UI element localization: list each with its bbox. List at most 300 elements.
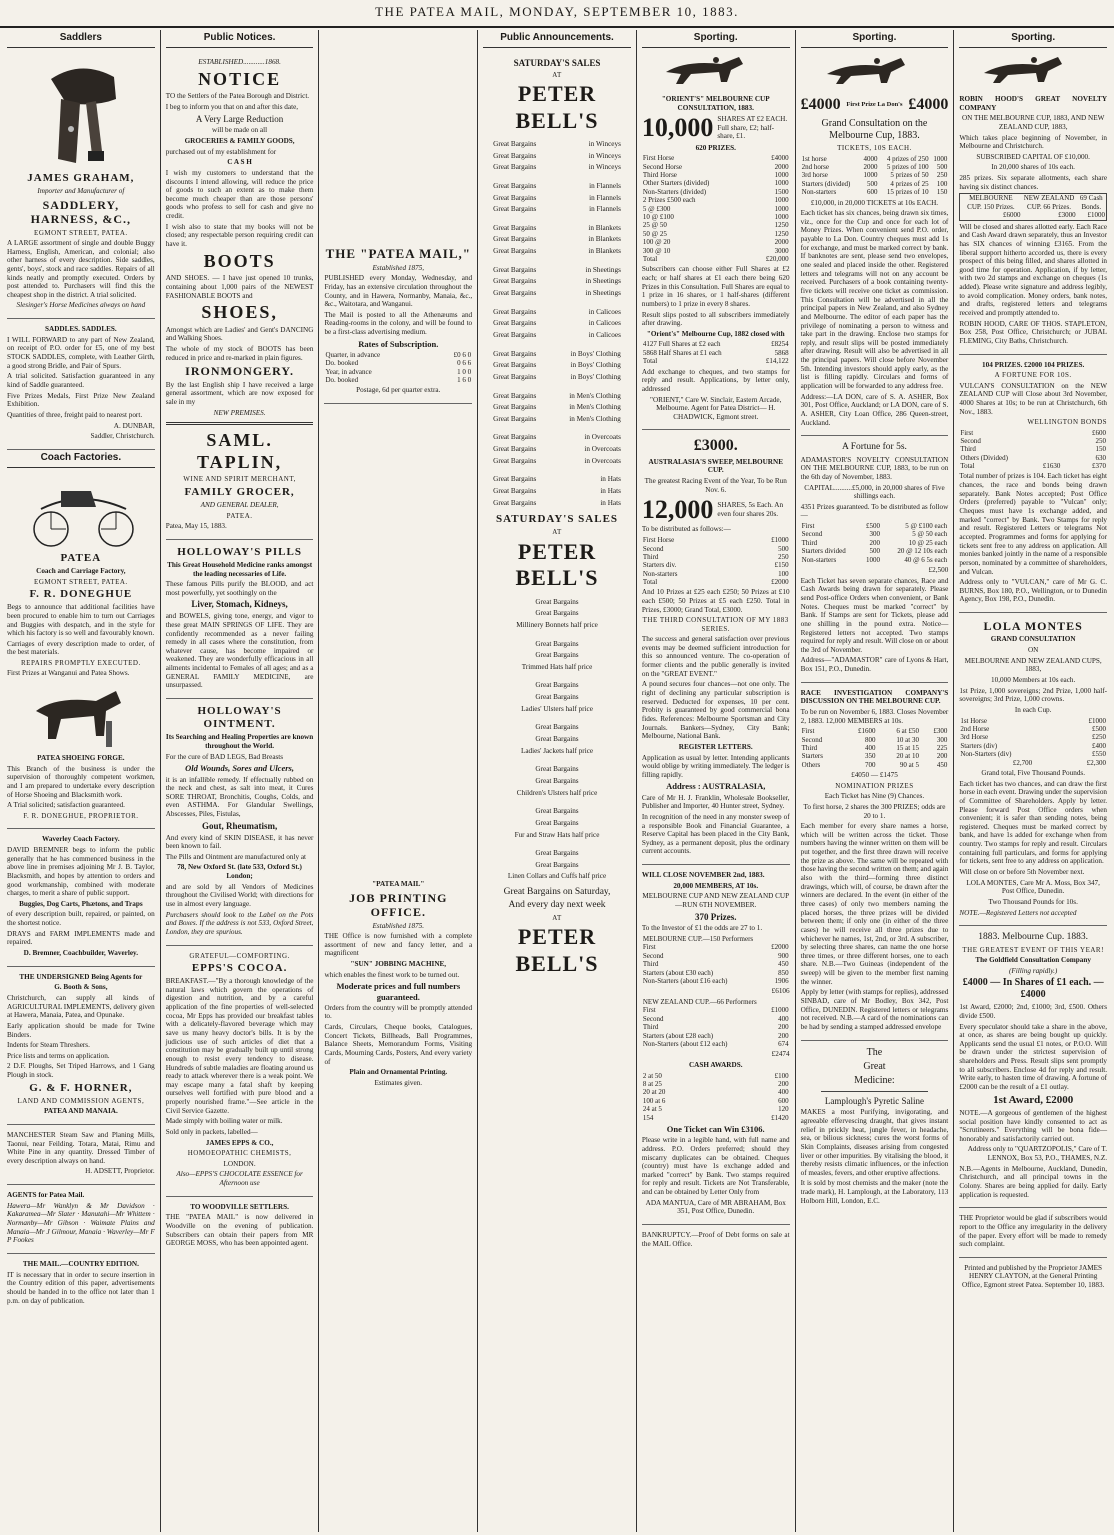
list-item [483, 308, 631, 317]
robin-sign: ROBIN HOOD, CARE OF THOS. STAPLETON, Box 258, Post Office, Christchurch; or JUBAL FLEMING, City Baths, Christchurch. [959, 319, 1108, 345]
bargain-label: Great Bargains [493, 163, 537, 172]
table-cell: First Horse [642, 154, 675, 163]
table-row [801, 761, 949, 769]
goldfield-nb: N.B.—Agents in Melbourne, Auckland, Dunedin, Christchurch, and all principal towns in the Colony. Shares are being applied for daily. Early application is requested. [959, 1164, 1108, 1199]
saddle-icon [36, 59, 126, 169]
list-item [483, 331, 631, 340]
aus-register: Application as usual by letter. Intending applicants would oblige by writing immediately. The ledger is filling rapidly. [641, 753, 790, 779]
table-cell: 20 @ 12 10s each [897, 547, 948, 556]
nom-head: NOMINATION PRIZES [835, 781, 914, 790]
robin-sub: ON THE MELBOURNE CUP, 1883, AND NEW ZEALAND CUP, 1883, [961, 114, 1105, 131]
booth-place: PATEA AND MANAIA. [43, 1107, 118, 1116]
ladon-right: £4000 [908, 96, 949, 113]
holloway-pills-body: These famous Pills purify the BLOOD, and act most powerfully, yet soothingly on the [165, 580, 314, 597]
holloway-pills-body2: and BOWELS, giving tone, energy, and vigor to these great MAIN SPRINGS OF LIFE. They are confidently recommended as a never failing remedy in all cases where the constitution, from whatever cause, has become impaired or weakened. They are wonderfully efficacious in all ailments incidental to Females of all ages; and as a GENERAL FAMILY MEDICINE, are unsurpassed. [165, 612, 314, 690]
taplin-dealer: AND GENERAL DEALER, [200, 501, 279, 510]
forge-body: This Branch of the business is under the supervision of thoroughly competent workmen, and I am prepared to undertake every description of Horse Shoeing and Blacksmith work. [7, 764, 155, 799]
list-item: Great Bargains [535, 651, 579, 660]
lola-note: NOTE.—Registered Letters not accepted [959, 908, 1077, 917]
column-saddlers [2, 30, 161, 1532]
bargain-item: in Men's Clothing [569, 403, 621, 412]
table-row [959, 429, 1107, 437]
list-item: Fur and Straw Hats half price [514, 830, 600, 839]
print-list: Cards, Circulars, Cheque books, Catalogues, Concert Tickets, Billheads, Ball Programmes, Balance Sheets, Memorandum Forms, Visiting Cards, Mourning Cards, Posters, And every variety of [324, 1023, 473, 1066]
bargain-label: Great Bargains [493, 445, 537, 454]
table-cell: 2000 [863, 162, 878, 171]
booth-agents: LAND AND COMMISSION AGENTS, [17, 1096, 145, 1105]
list-item: Children's Ulsters half price [516, 788, 598, 797]
lola-close: Will close on or before 5th November next. [959, 868, 1085, 876]
table-cell: Third Horse [642, 171, 677, 179]
table-cell: 1000 [774, 171, 789, 179]
groceries: GROCERIES & FAMILY GOODS, [184, 136, 295, 145]
robin-capital: SUBSCRIBED CAPITAL OF £10,000. [976, 152, 1090, 161]
table-cell: Second Horse [642, 162, 682, 171]
bargain-label: Great Bargains [493, 391, 537, 400]
epps-sign: JAMES EPPS & CO., [205, 1138, 274, 1147]
goldfield-shares: £4000 — In Shares of £1 each. — £4000 [962, 977, 1104, 1001]
lola-grand-total: Grand total, Five Thousand Pounds. [981, 768, 1086, 777]
bargain-label: Great Bargains [493, 151, 537, 160]
dunbar-head: SADDLES. SADDLES. [45, 325, 117, 334]
table-cell: 1000 [774, 212, 789, 221]
holloway-organs: Liver, Stomach, Kidneys, [191, 599, 288, 610]
ad-la-don [801, 89, 949, 436]
aus-body: The success and general satisfaction over previous events may be deemed sufficient introduction for this so announced venture. The co-operation of former clients and the public generally is invited on the "GREAT EVENT." [641, 635, 790, 678]
column-heading: Sporting. [959, 30, 1107, 48]
waverley-sign: D. Bremner, Coachbuilder, Waverley. [23, 949, 139, 958]
table-cell: 1000 [774, 204, 789, 213]
orient-shares: SHARES AT £2 EACH. Full share, £2; half-share, £1. [717, 114, 788, 141]
goldfield-sub: THE GREATEST EVENT OF THIS YEAR! [962, 945, 1104, 954]
agents-head: AGENTS for Patea Mail. [7, 1191, 85, 1200]
purchased: purchased out of my establishment for [165, 147, 277, 156]
bargain-item: in Blankets [588, 235, 621, 244]
dunbar-sign1: A. DUNBAR, [113, 421, 155, 430]
bargain-label: Great Bargains [493, 319, 537, 328]
epps-head: EPPS'S COCOA. [191, 961, 288, 974]
shoes-body: Amongst which are Ladies' and Gent's DANCING and Walking Shoes. [165, 325, 314, 343]
bargain-label: Great Bargains [493, 181, 537, 190]
table-cell: 1000 [866, 555, 880, 564]
table-cell: 600 [867, 188, 878, 197]
table-row [642, 188, 790, 196]
table-cell: £2000 [771, 943, 789, 952]
great-med-1: The [866, 1046, 883, 1058]
aus-sub: The greatest Racing Event of the Year, To be Run Nov. 6. [644, 476, 787, 494]
holloway-pills-sub: This Great Household Medicine ranks amongst the leading necessaries of Life. [167, 560, 313, 578]
dunbar-quantities: Quantities of three, freight paid to nearest port. [7, 410, 143, 419]
nzc-table [642, 998, 790, 1048]
epps-sold: Sold only in packets, labelled— [165, 1128, 258, 1137]
table-cell: 24 at 5 [642, 1105, 662, 1114]
list-item: Great Bargains [535, 723, 579, 732]
ad-ada-mantua [642, 865, 790, 1225]
bargain-item: in Winceys [588, 139, 621, 148]
lola-two: Two Thousand Pounds for 10s. [988, 897, 1078, 906]
ad-holloway-pills [166, 540, 314, 699]
list-item [483, 487, 631, 496]
bargain-label: Great Bargains [493, 265, 537, 274]
bargain-item: in Sheetings [585, 289, 621, 298]
table-row [642, 1032, 790, 1040]
ad-vulcan [959, 355, 1107, 614]
graham-note: Slesinger's Horse Medicines always on hand [16, 301, 146, 310]
list-item [483, 392, 631, 401]
table-row [959, 717, 1107, 725]
goldfield-body: Every speculator should take a share in the above, at once, as shares are being bought up quickly. Applicants send the usual £1 notes, or P.O.O. Will be drawn under the strictest supervision of shareholders and Press. Result slips sent promptly to all subscribers. Enclose 4d for reply and result. Write early, to hasten time of drawing. A fortune of £2000 can be the result of a £1 outlay. [959, 1022, 1108, 1092]
table-cell: 150 [936, 188, 948, 197]
vulcan-top: 104 PRIZES. £2000 104 PRIZES. [982, 360, 1085, 369]
table-cell: NEW ZEALAND CUP.—66 Performers [642, 998, 757, 1007]
bargain-label: Great Bargains [493, 486, 537, 495]
aus-address: Care of Mr H. J. Franklin, Wholesale Bookseller, Publisher and Importer, 40 Hunter street, Sydney. [641, 793, 790, 811]
bargain-item: in Overcoats [584, 445, 621, 454]
table-cell: £550 [1092, 750, 1107, 759]
list-item: Great Bargains [535, 849, 579, 858]
nom-note: Each Ticket has Nine (9) Chances. [824, 792, 925, 801]
column-heading: Public Notices. [166, 30, 314, 48]
waverley-head: Waverley Coach Factory. [42, 835, 120, 844]
table-cell: 300 @ 10 [642, 246, 671, 255]
column-heading: Public Announcements. [483, 30, 631, 48]
lola-on: ON [1027, 646, 1039, 655]
taplin-sub: WINE AND SPIRIT MERCHANT, [183, 475, 296, 484]
race-body: To be run on November 6, 1883. Closes November 2, 1883. 12,000 MEMBERS at 10s. [800, 707, 949, 725]
ladon-total: £10,000, in 20,000 TICKETS at 10s EACH. [810, 198, 939, 207]
ladon-left: £4000 [800, 96, 841, 113]
table-cell: 2nd Horse [960, 725, 990, 733]
list-item [483, 475, 631, 484]
table-cell: 4000 [863, 154, 878, 163]
bargain-item: in Calicoes [588, 319, 621, 328]
table-cell: 100 [936, 179, 948, 188]
prizes-head: 620 PRIZES. [695, 143, 736, 152]
table-row [642, 960, 790, 968]
aus-body3: In recognition of the need in any monster sweep of a responsible Book and Financial Guarantee, a Reserve Capital has been placed in the City Bank, Sydney, as a permanent deposit, plus the ordinary current accounts. [641, 812, 790, 856]
closing1: Great Bargains on Saturday, [503, 887, 611, 898]
bargain-label: Great Bargains [493, 403, 537, 412]
taplin-name: SAML. TAPLIN, [196, 430, 283, 472]
column-sporting-3 [954, 30, 1112, 1532]
table-row [959, 454, 1107, 462]
booth-ploughs: 2 D.F. Ploughs, Set Triped Harrows, and 1 Gang Plough in stock. [7, 1062, 155, 1080]
orient-sign: "ORIENT," Care W. Sinclair, Eastern Arcade, Melbourne. Agent for Patea District— H. CHADWICK, Egmont street. [650, 395, 782, 421]
table-row [642, 247, 790, 255]
woodville-head: TO WOODVILLE SETTLERS. [190, 1202, 289, 1211]
melb-total: £6106 [771, 987, 790, 996]
table-row [801, 744, 949, 752]
table-row [642, 1040, 790, 1048]
table-cell: 500 [778, 544, 789, 553]
table-cell: 350 [865, 752, 876, 761]
bargain-label: Great Bargains [493, 247, 537, 256]
table-cell: 1000 [863, 171, 878, 180]
orient-prize-table [642, 154, 790, 255]
list-item [483, 205, 631, 214]
table-cell: 1250 [774, 229, 789, 238]
at1: AT [552, 70, 562, 79]
vulcan-body2: Total number of prizes is 104. Each ticket has eight chances, the race and bonds being drawn separately. Bank Notes accepted; Post Office Orders (preferred) payable to "Vulcan" only; Cheques must have 1s exchange added, and marked "correct" by Bank. Two Stamps for reply and result. Registered Letters or telegrams Not accepted. Programmes and forms for applying for tickets sent free to any address on application. All monies banked jointly in the name of a responsible person, nominated by a committee of shareholders, and Vulcan. [959, 472, 1108, 576]
ad-doneghue [7, 472, 155, 830]
table-cell: £1000 [1088, 716, 1107, 725]
rate-value: £0 6 0 [453, 350, 472, 359]
imprint [959, 1258, 1107, 1298]
dunbar-trial: A trial solicited. Satisfaction guaranteed in any kind of Saddle guaranteed. [7, 372, 155, 389]
table-row [324, 368, 472, 376]
graham-role: Importer and Manufacturer of [37, 187, 125, 196]
shoes-title: SHOES, [201, 302, 278, 323]
ladon-tickets: TICKETS, 10S EACH. [837, 144, 912, 153]
table-cell: 2nd horse [801, 162, 830, 171]
taplin-grocer: FAMILY GROCER, [184, 485, 295, 498]
vulcan-bonds-total: £370 [1092, 462, 1107, 471]
robin-head: ROBIN HOOD'S GREAT NOVELTY COMPANY [959, 95, 1108, 112]
rates-head: Rates of Subscription. [358, 338, 439, 349]
adamastor-body: ADAMASTOR'S NOVELTY CONSULTATION ON THE MELBOURNE CUP, 1883, to be run on the 6th day of November, 1883. [800, 455, 949, 481]
saddle-illustration [7, 59, 155, 169]
waverley-body: DAVID BREMNER begs to inform the public generally that he has commenced business in the above line in premises adjoining Mr J. B. Taylor, Blacksmith, and hopes by attention to orders and good workmanship, combined with moderate charges, to merit a share of public support. [7, 845, 155, 898]
table-cell: 400 [865, 744, 876, 753]
table-row [642, 213, 790, 221]
table-cell: 2 at 50 [642, 1071, 662, 1080]
table-cell: 200 [869, 538, 880, 547]
table-cell: 200 [936, 752, 948, 761]
print-plain: Plain and Ornamental Printing. [349, 1068, 448, 1077]
ada-sign: ADA MANTUA, Care of MR ABRAHAM, Box 351, Post Office, Dunedin. [645, 1198, 786, 1216]
doneghue-title1: PATEA [60, 551, 102, 564]
boots-body: AND SHOES. — I have just opened 10 trunks, containing about 1,000 pairs of the NEWEST FASHIONABLE BOOTS and [165, 274, 314, 300]
column-heading: Saddlers [7, 30, 155, 48]
rate-value: 0 6 6 [457, 359, 472, 368]
table-row [642, 935, 790, 943]
bargain-label: Great Bargains [493, 498, 537, 507]
table-row [642, 952, 790, 960]
table-cell: £400 [1092, 741, 1107, 750]
column-heading: Sporting. [801, 30, 949, 48]
table-cell: 2000 [774, 162, 789, 171]
holloway-ointment-body4: The Pills and Ointment are manufactured only at [165, 852, 307, 861]
list-item [483, 182, 631, 191]
table-cell: £1000 [771, 536, 789, 545]
ad-race-investigation [801, 683, 949, 1041]
notice-body4: I wish also to state that my books will not be closed; any respectable person requiring credit can have it. [165, 222, 314, 248]
list-item [483, 266, 631, 275]
table-cell: Non-Starters (about £16 each) [642, 977, 728, 986]
racehorse-icon [978, 52, 1088, 86]
adsett-sign: H. ADSETT, Proprietor. [85, 1167, 155, 1176]
list-item [483, 445, 631, 454]
table-row [324, 359, 472, 367]
bargain-item: in Hats [600, 486, 621, 495]
vulcan-addr: Address only to "VULCAN," care of Mr G. C. BURNS, Box 180, P.O., Wellington, or to Dunedin Agency, Box 198, P.O., Dunedin. [959, 578, 1108, 604]
table-cell: 850 [778, 968, 789, 977]
table-cell: £500 [866, 522, 880, 531]
doneghue-title2: Coach and Carriage Factory, [36, 567, 126, 575]
table-cell: First [801, 727, 815, 736]
table-cell: 4127 Full Shares at £2 each [642, 340, 721, 349]
column-public-notices [161, 30, 320, 1532]
bankruptcy: BANKRUPTCY.—Proof of Debt forms on sale at the MAIL Office. [641, 1231, 790, 1248]
table-row [642, 179, 790, 187]
forge-trial: A Trial solicited; satisfaction guaranteed. [7, 801, 125, 810]
racehorse-icon [819, 52, 929, 86]
table-cell: First [642, 1006, 656, 1015]
vulcan-fortune: A FORTUNE FOR 10S. [994, 371, 1072, 380]
ladon-addr: Address:—LA DON, care of S. A. ASHER, Box 301, Post Office, Auckland; or LA DON, care of S. A. ASHER, City Loan Office, 286 Queen-street, Auckland. [800, 392, 949, 427]
table-row [642, 545, 790, 553]
bargain-item: in Overcoats [584, 433, 621, 442]
horse-shoeing-icon [26, 681, 136, 751]
table-row [801, 727, 949, 735]
bargain-item: in Men's Clothing [569, 414, 621, 423]
bargain-label: Great Bargains [493, 205, 537, 214]
bargain-list-1 [483, 140, 631, 507]
lola-members: 10,000 Members at 10s each. [991, 676, 1076, 685]
list-item: Ladies' Jackets half price [520, 746, 594, 755]
sat1: SATURDAY'S SALES [513, 58, 601, 68]
dunbar-sign2: Saddler, Christchurch. [90, 432, 155, 441]
table-cell: £4000 [771, 154, 789, 163]
sat2: SATURDAY'S SALES [495, 513, 619, 526]
lola-table [959, 717, 1107, 759]
column-public-announcements [478, 30, 637, 1532]
table-row [642, 230, 790, 238]
table-cell: Non-Starters (about £12 each) [642, 1040, 728, 1049]
table-cell: 3rd Horse [960, 733, 989, 742]
table-cell: Non-Starters (div) [960, 750, 1012, 759]
mail-est: Established 1875, [372, 263, 425, 272]
bargain-item: in Men's Clothing [569, 391, 621, 400]
table-cell: £300 [933, 727, 948, 736]
table-cell: 2000 [774, 238, 789, 247]
aus-address-head: Address : AUSTRALASIA, [666, 781, 766, 792]
table-row [642, 1114, 790, 1122]
list-item [483, 247, 631, 256]
table-cell: 6 at £50 [896, 727, 919, 736]
doneghue-repairs: REPAIRS PROMPTLY EXECUTED. [21, 659, 141, 668]
orient-result: Result slips posted to all subscribers immediately after drawing. [641, 310, 790, 328]
list-item: Great Bargains [535, 765, 579, 774]
ad-orient [642, 89, 790, 430]
taplin-date: Patea, May 15, 1883. [165, 522, 227, 531]
list-item [483, 277, 631, 286]
table-cell: £2000 [771, 578, 789, 587]
graham-body: A LARGE assortment of single and double Buggy Harness, English, American, and colonial; also other harness of every description. Side saddles, gents', boys', stock and race saddles. Repairs of all kinds neatly and promptly executed. Orders by post attended to. Purchasers will find this the cheapest shop in the district. A trial solicited. [7, 239, 155, 299]
table-cell: First [801, 522, 815, 531]
table-cell: 1000 [933, 154, 948, 163]
ladon-table [801, 155, 949, 197]
cash-head: CASH AWARDS. [688, 1061, 743, 1070]
capital: CAPITAL..........£5,000, in 20,000 shares of Five shillings each. [804, 483, 945, 501]
peter-bell-3: PETER BELL'S [515, 924, 599, 976]
bargain-item: in Hats [600, 475, 621, 484]
robin-body2: Will be closed and shares allotted early. Each Race and Cash Award drawn separately, thus an Investor has SIX chances of winning £3165. From the liberal support hitherto accorded us, there is every prospect of this being filled, and shares allotted in good time for operation. Application, if by letter, with two 2d stamps and exchange on cheques (1s added). Please write signature and address legibly, to avoid complication. Money orders, bank notes, and drafts, registered letters and telegrams received and promptly attended to. [959, 222, 1108, 317]
table-cell: 200 [778, 1023, 789, 1032]
divider [166, 422, 314, 425]
graham-name: JAMES GRAHAM, [27, 172, 135, 184]
lola-subtotal-melbourne: £2,700 [1012, 758, 1033, 767]
list-item [483, 224, 631, 233]
prizes370: 370 Prizes. [694, 911, 737, 922]
forge-sign: F. R. DONEGHUE, PROPRIETOR. [23, 811, 139, 820]
table-cell: 20 at 20 [642, 1088, 666, 1097]
table-cell: 100 at 6 [642, 1096, 666, 1105]
great-med-3: Medicine: [854, 1074, 895, 1086]
table-cell: Third [642, 552, 659, 561]
graham-goods: SADDLERY, HARNESS, &C., [30, 197, 132, 227]
ad-james-graham [7, 52, 155, 319]
members: 20,000 MEMBERS, AT 10s. [673, 881, 759, 890]
table-cell: 25 @ 50 [642, 221, 667, 230]
table-cell: 5 @ £100 each [905, 522, 948, 531]
holloway-ointment-body: For the cure of BAD LEGS, Bad Breasts [165, 752, 284, 761]
holloway-ointment-sub: Its Searching and Healing Properties are known throughout the World. [165, 733, 314, 751]
adam-body: Each Ticket has seven separate chances, Race and Cash Awards being drawn for separately. Please send Post-office Orders when convenient, or Bank Notes. Cheques must be marked "correct" by Bank. If Stamps are sent for Tickets, please add one shilling in the pound extra. Notice—Registered letters not accepted. Two stamps required for reply and result. Will close on or about the 3rd of November. [800, 576, 949, 654]
mail-body2: The Mail is posted to all the Athenæums and Reading-rooms in the colony, and will be found to be a first-class advertising medium. [324, 310, 473, 337]
notice-body3: I wish my customers to understand that the discounts I intend allowing, will reduce the price of goods to such an extent as to make them become much cheaper than are those persons' goods who profess to sell for cash and give no credit. [165, 168, 314, 221]
bargain-label: Great Bargains [493, 139, 537, 148]
table-cell: 10 @ 25 each [908, 538, 948, 547]
table-row [642, 357, 790, 365]
table-cell: 5 prizes of 50 [890, 171, 929, 180]
race-head: RACE INVESTIGATION COMPANY'S DISCUSSION ON THE MELBOURNE CUP. [800, 688, 949, 706]
table-cell: £600 [1092, 428, 1107, 437]
list-item: Great Bargains [535, 597, 579, 606]
robin-body: Which takes place beginning of November, in Melbourne and Christchurch. [959, 133, 1108, 151]
table-cell: 4 prizes of 250 [886, 154, 929, 163]
shoes-body2: The whole of my stock of BOOTS has been reduced in price and re-marked in plain figures. [165, 345, 314, 362]
bargain-label: Great Bargains [493, 289, 537, 298]
goldfield-name: The Goldfield Consultation Company [975, 955, 1091, 964]
ad-waverley [7, 829, 155, 966]
table-row [642, 1023, 790, 1031]
total-value: £20,000 [765, 254, 789, 263]
taplin-town: PATEA. [226, 511, 253, 520]
lola-body: Each ticket has two chances, and can draw the first horse in each event. Drawing under the supervision of Committee of Shareholders. Apply by letter. Please forward Post Office orders when convenient; it is safer than sending notes, being registered. Cheques must be marked correct by bank, and have 1s added for exchange when from country. Two stamps for reply and result. Circulars containing full particulars, and forms for applying for tickets, sent free to any address on application. [959, 779, 1108, 866]
lamplough-body: MAKES a most Purifying, invigorating, and agreeable effervescing draught, that gives instant relief in prickly heat, jungle fever, in headache, sea, or bilious sickness; cures the worst forms of Skin Complaints, diseases arising from congested liver or other impurities. By vitalising the blood, it thereby resists climatic influences, or the infection of measles, fevers, and other eruptive affections. [800, 1108, 949, 1177]
notice-body1: TO the Settlers of the Patea Borough and District. [165, 92, 310, 101]
bargain-item: in Overcoats [584, 456, 621, 465]
table-cell: 5868 [774, 348, 789, 357]
table-cell: 900 [778, 951, 789, 960]
list-item [483, 457, 631, 466]
booth-prices: Price lists and terms on application. [7, 1051, 110, 1060]
table-cell: Non-starters [642, 569, 678, 578]
booth-head: THE UNDERSIGNED Being Agents for [19, 972, 143, 981]
adam-addr: Address—"ADAMASTOR" care of Lyons & Hart, Box 151, P.O., Dunedin. [800, 656, 949, 674]
booth-indents: Indents for Steam Threshers. [7, 1041, 90, 1050]
table-row [642, 238, 790, 246]
booth-name: G. Booth & Sons, [54, 983, 108, 992]
table-cell: 400 [778, 1014, 789, 1023]
bargain-item: in Boys' Clothing [570, 349, 621, 358]
table-cell: 100 [778, 569, 789, 578]
table-cell: 200 [778, 1031, 789, 1040]
bargain-label: Great Bargains [493, 372, 537, 381]
table-row [642, 561, 790, 569]
adam-table [801, 522, 949, 564]
table-cell: Third [801, 744, 818, 753]
dunbar-prizes: Five Prizes Medals, First Prize New Zealand Exhibition. [7, 391, 155, 409]
table-cell: 1st Horse [960, 716, 987, 725]
rates-table [324, 351, 472, 385]
cash-total-count: 154 [642, 1113, 654, 1122]
list-item [483, 235, 631, 244]
print-body: THE Office is now furnished with a complete assortment of new and fancy letter, and a magnificent [324, 932, 473, 958]
ad-proprietor [959, 1208, 1107, 1258]
holloway-ointment-body2: it is an infallible remedy. If effectually rubbed on the neck and chest, as salt into meat, it Cures SORE THROAT, Bronchitis, Coughs, Colds, and even ASTHMA. For Glandular Swellings, Abscesses, Piles, Fistulas, [165, 775, 314, 819]
